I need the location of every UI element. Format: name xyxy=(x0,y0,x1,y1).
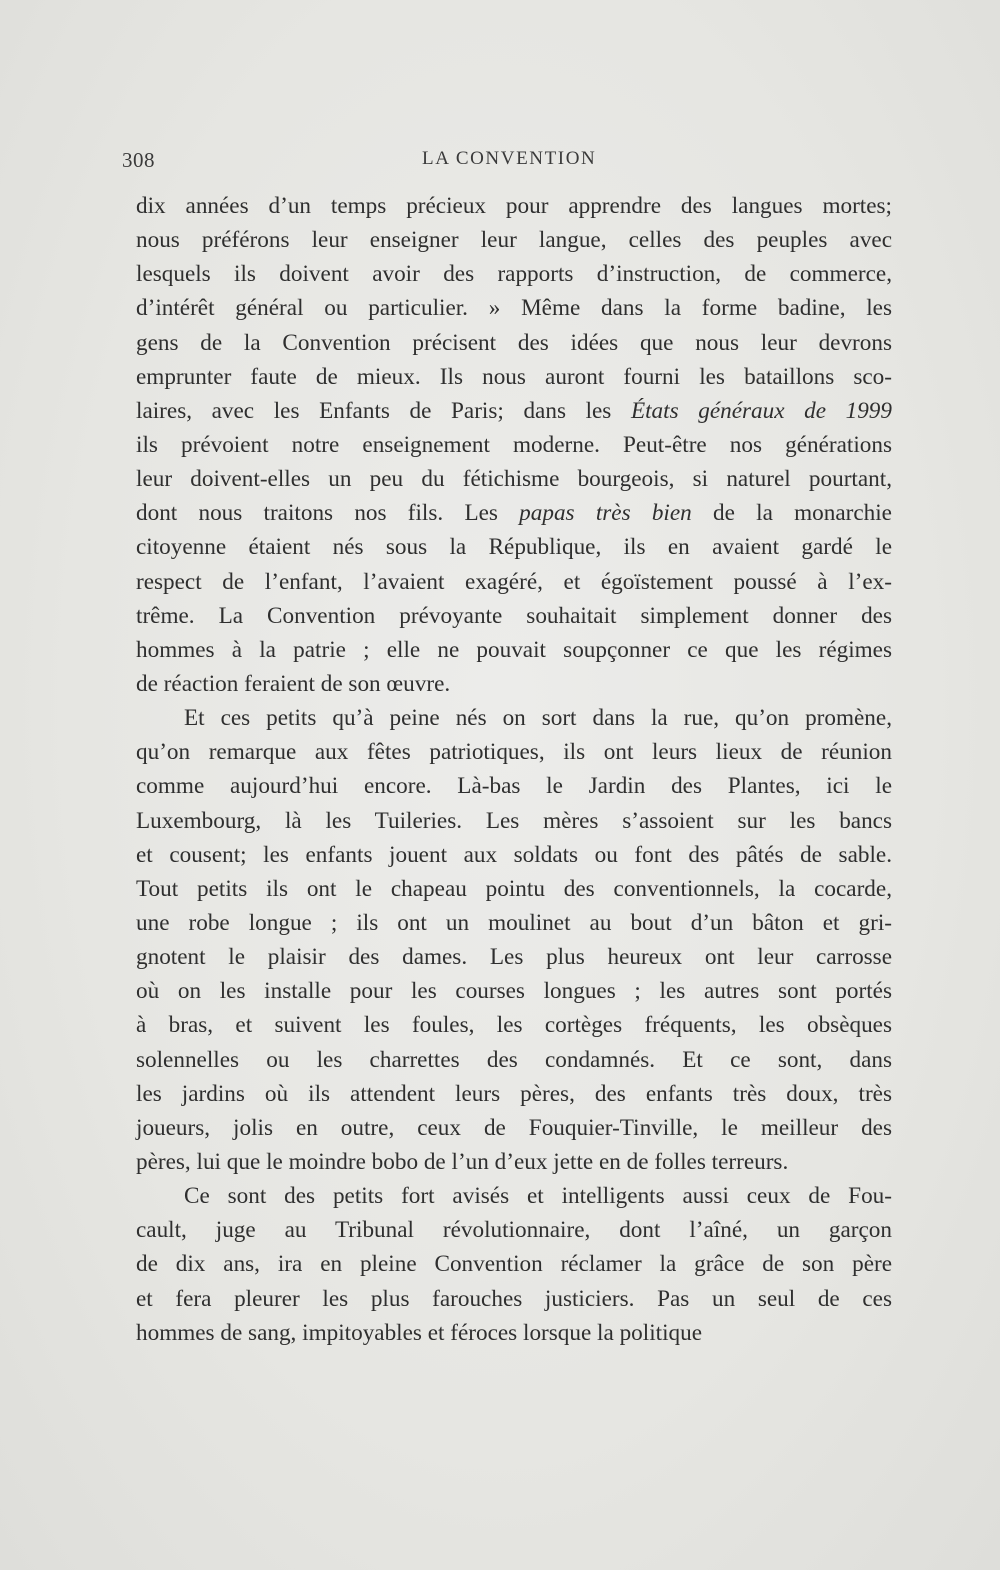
text-line xyxy=(136,223,892,257)
line-text: lesquels ils doivent avoir des rapports d’instruction, de commerce, xyxy=(136,261,892,288)
text-line xyxy=(136,974,892,1008)
text-line xyxy=(136,1213,892,1247)
text-line xyxy=(136,530,892,564)
text-line xyxy=(136,291,892,325)
text-line xyxy=(136,1179,892,1213)
line-text: où on les installe pour les courses longues ; les autres sont portés xyxy=(136,978,892,1005)
line-text: citoyenne étaient nés sous la République, ils en avaient gardé le xyxy=(136,534,892,561)
line-text: respect de l’enfant, l’avaient exagéré, et égoïstement poussé à l’ex- xyxy=(136,568,892,595)
line-text: Luxembourg, là les Tuileries. Les mères s’assoient sur les bancs xyxy=(136,807,892,834)
line-text: emprunter faute de mieux. Ils nous auront fourni les bataillons sco- xyxy=(136,363,892,390)
text-line xyxy=(136,599,892,633)
text-line xyxy=(136,667,892,701)
text-line xyxy=(136,1043,892,1077)
line-text: Tout petits ils ont le chapeau pointu des conventionnels, la cocarde, xyxy=(136,875,892,902)
line-text: gnotent le plaisir des dames. Les plus heureux ont leur carrosse xyxy=(136,944,892,971)
text-line xyxy=(136,394,892,428)
line-text: Ce sont des petits fort avisés et intelligents aussi ceux de Fou- xyxy=(184,1183,892,1210)
line-text: laires, avec les Enfants de Paris; dans les xyxy=(136,397,631,424)
text-line xyxy=(136,428,892,462)
text-line xyxy=(136,257,892,291)
line-text: de la monarchie xyxy=(691,500,892,527)
line-text: joueurs, jolis en outre, ceux de Fouquier-Tinville, le meilleur des xyxy=(136,1114,892,1141)
italic-text: États généraux de 1999 xyxy=(630,397,892,424)
line-text: comme aujourd’hui encore. Là-bas le Jardin des Plantes, ici le xyxy=(136,773,892,800)
line-text: qu’on remarque aux fêtes patriotiques, ils ont leurs lieux de réunion xyxy=(136,739,892,766)
paragraph xyxy=(136,189,892,701)
line-text: leur doivent-elles un peu du fétichisme bourgeois, si naturel pourtant, xyxy=(136,466,892,493)
italic-text: papas très bien xyxy=(519,500,692,527)
line-text: de dix ans, ira en pleine Convention réclamer la grâce de son père xyxy=(136,1251,892,1278)
text-line xyxy=(136,1111,892,1145)
line-text: à bras, et suivent les foules, les cortèges fréquents, les obsèques xyxy=(136,1012,892,1039)
text-line xyxy=(136,326,892,360)
text-line xyxy=(136,1145,892,1179)
text-line xyxy=(136,565,892,599)
text-line xyxy=(136,769,892,803)
line-text: cault, juge au Tribunal révolutionnaire, dont l’aîné, un garçon xyxy=(136,1217,892,1244)
line-text: trême. La Convention prévoyante souhaitait simplement donner des xyxy=(136,602,892,629)
text-line xyxy=(136,496,892,530)
line-text: Et ces petits qu’à peine nés on sort dans la rue, qu’on promène, xyxy=(184,705,892,732)
text-line xyxy=(136,1247,892,1281)
page-number: 308 xyxy=(122,148,155,172)
line-text: de réaction feraient de son œuvre. xyxy=(136,670,451,697)
text-line xyxy=(136,940,892,974)
line-text: dix années d’un temps précieux pour apprendre des langues mortes; xyxy=(136,193,892,219)
running-title: LA CONVENTION xyxy=(422,148,597,169)
line-text: pères, lui que le moindre bobo de l’un d’eux jette en de folles terreurs. xyxy=(136,1148,789,1175)
text-line xyxy=(136,1008,892,1042)
line-text: ils prévoient notre enseignement moderne. Peut-être nos générations xyxy=(136,431,892,458)
line-text: hommes de sang, impitoyables et féroces lorsque la politique xyxy=(136,1319,703,1346)
line-text: nous préférons leur enseigner leur langue, celles des peuples avec xyxy=(136,227,892,254)
text-line xyxy=(136,189,892,223)
body-text xyxy=(136,189,892,1350)
line-text: dont nous traitons nos fils. Les xyxy=(136,500,520,527)
text-line xyxy=(136,735,892,769)
line-text: une robe longue ; ils ont un moulinet au bout d’un bâton et gri- xyxy=(136,909,892,936)
page-header xyxy=(122,148,890,178)
text-line xyxy=(136,1077,892,1111)
text-line xyxy=(136,872,892,906)
text-line xyxy=(136,1282,892,1316)
line-text: et cousent; les enfants jouent aux soldats ou font des pâtés de sable. xyxy=(136,841,892,868)
text-line xyxy=(136,906,892,940)
line-text: gens de la Convention précisent des idées que nous leur devrons xyxy=(136,329,892,356)
line-text: hommes à la patrie ; elle ne pouvait soupçonner ce que les régimes xyxy=(136,636,892,663)
line-text: d’intérêt général ou particulier. » Même dans la forme badine, les xyxy=(136,295,892,322)
text-line xyxy=(136,360,892,394)
text-line xyxy=(136,633,892,667)
paragraph xyxy=(136,701,892,1179)
line-text: les jardins où ils attendent leurs pères, des enfants très doux, très xyxy=(136,1080,892,1107)
paragraph xyxy=(136,1179,892,1350)
text-line xyxy=(136,838,892,872)
line-text: solennelles ou les charrettes des condamnés. Et ce sont, dans xyxy=(136,1046,892,1073)
line-text: et fera pleurer les plus farouches justiciers. Pas un seul de ces xyxy=(136,1285,892,1312)
text-line xyxy=(136,462,892,496)
text-line xyxy=(136,701,892,735)
text-line xyxy=(136,804,892,838)
text-line xyxy=(136,1316,892,1350)
